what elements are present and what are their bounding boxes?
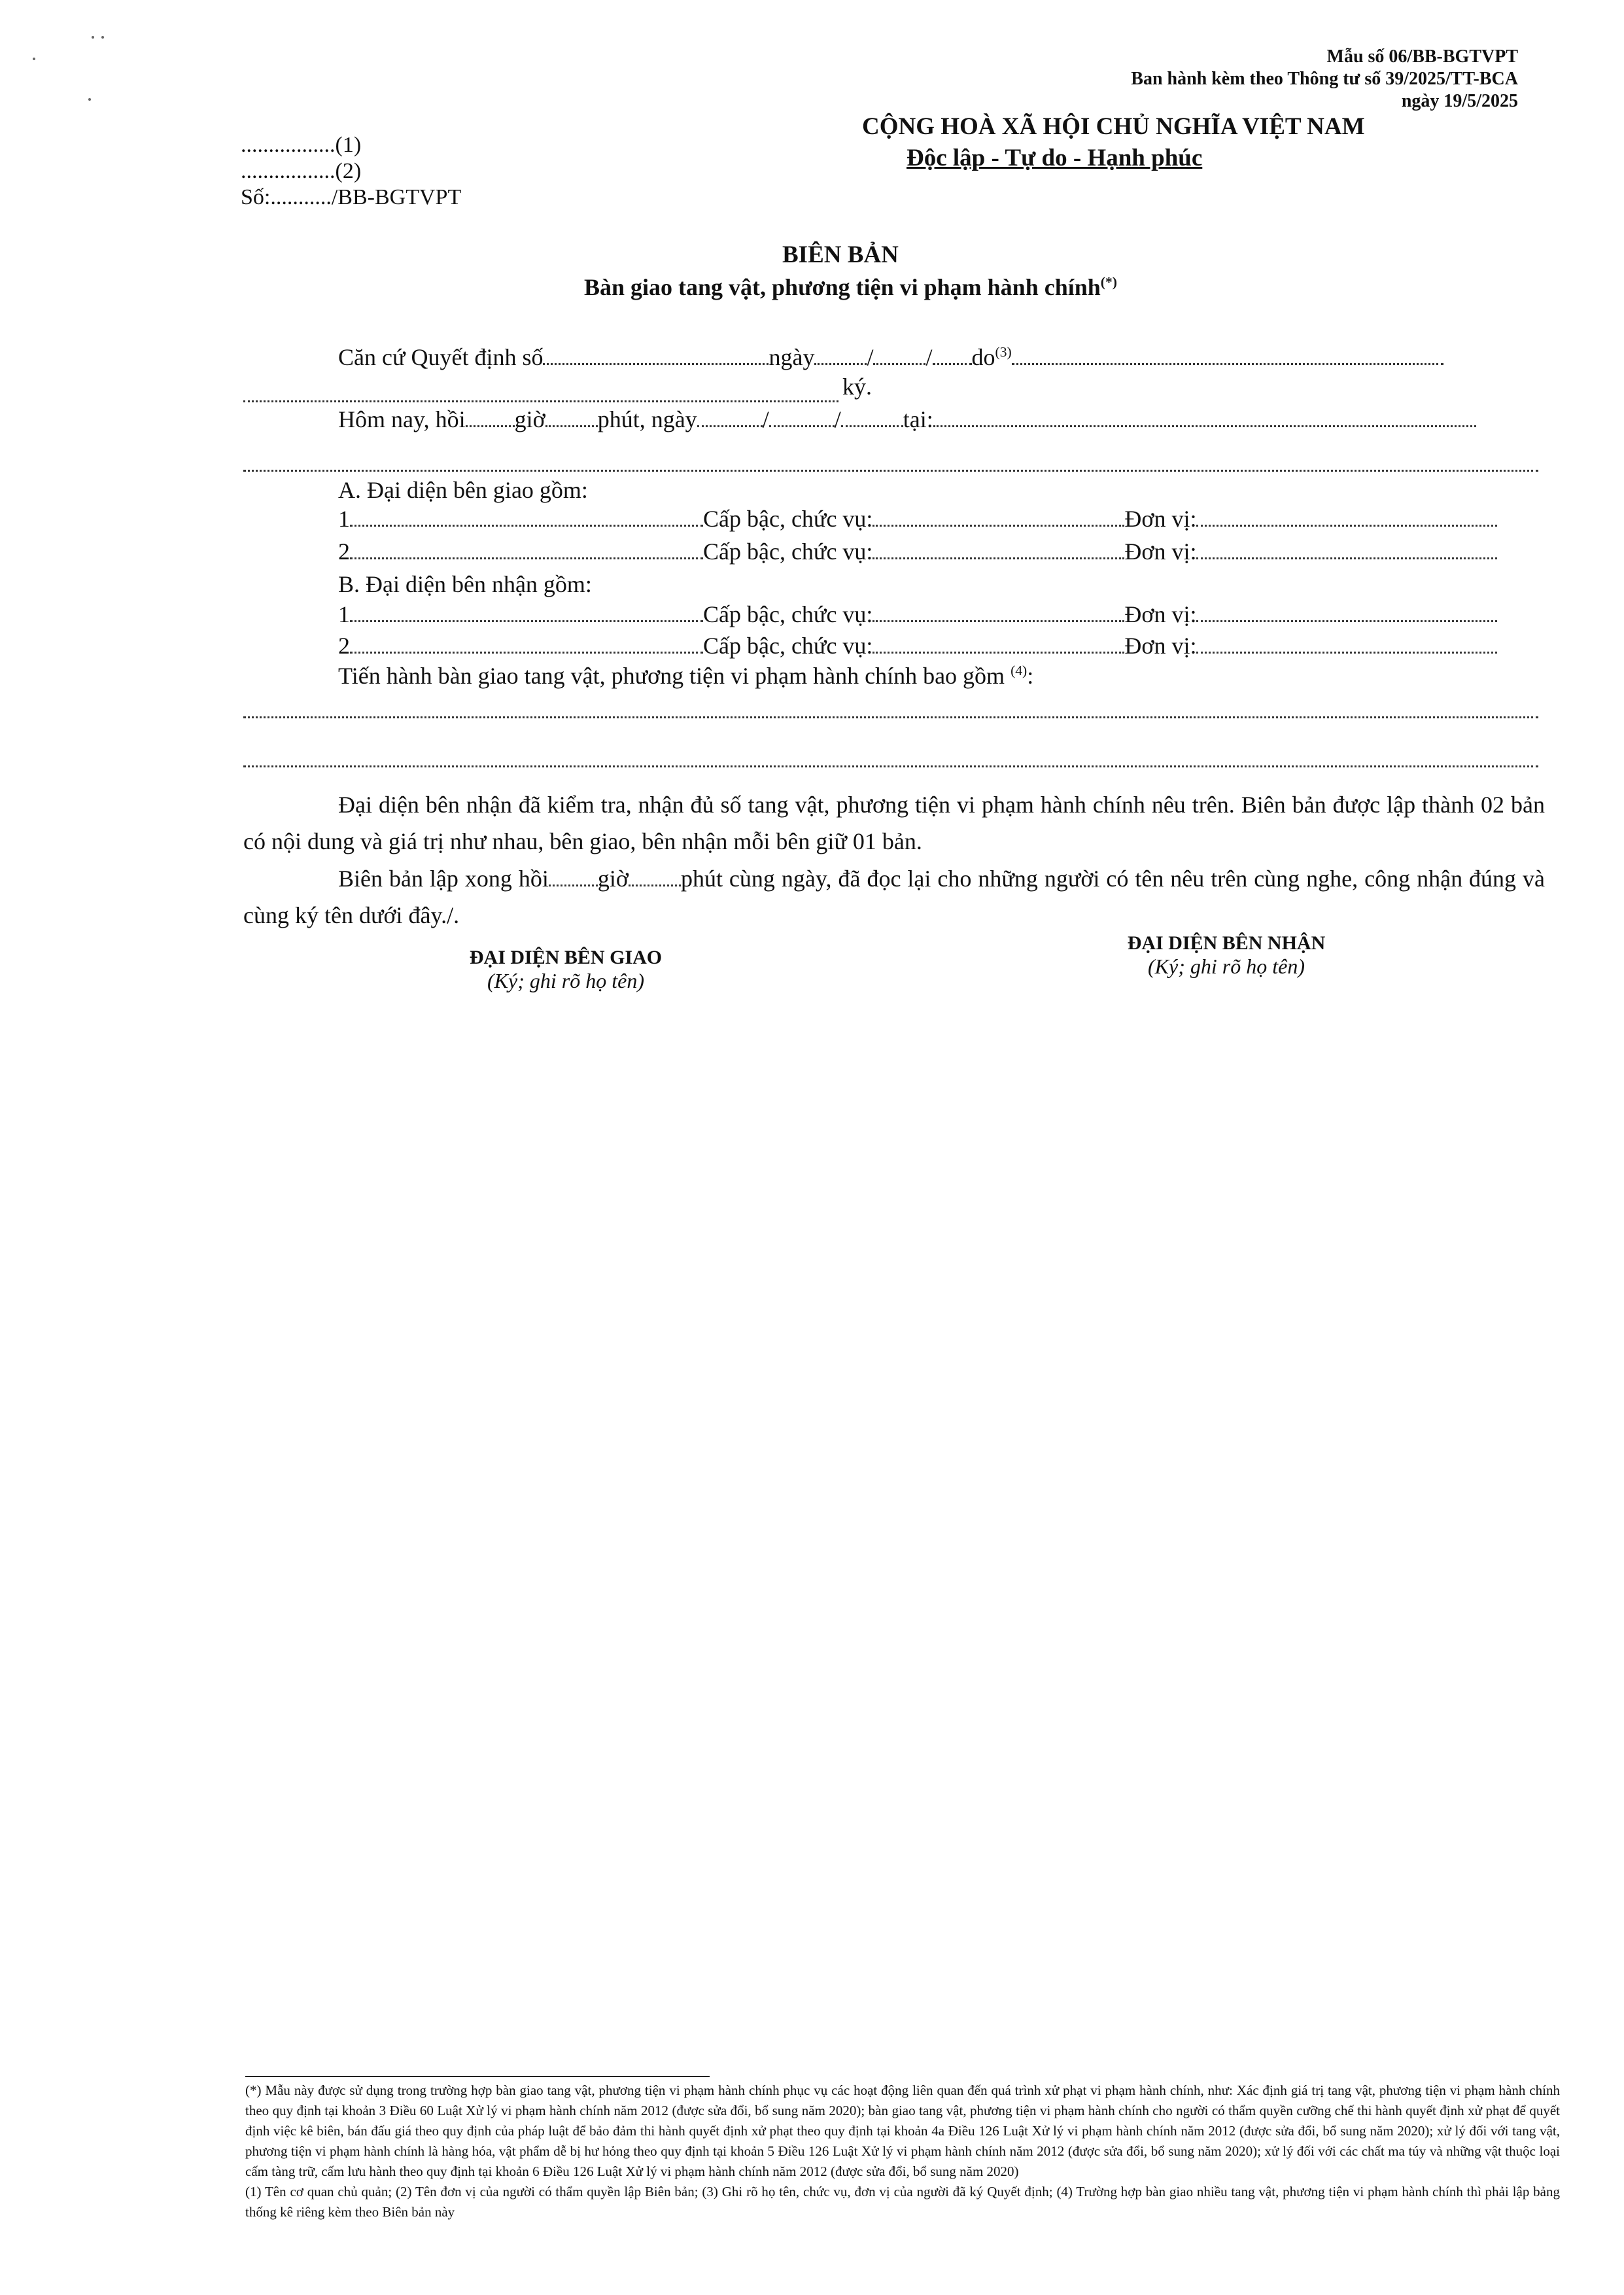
today-label: Hôm nay, hồi [338, 406, 466, 432]
closing-rest: phút cùng ngày, đã đọc lại cho những người có tên nêu trên cùng nghe, công nhận đúng và cùng ký tên dưới đây./. [243, 866, 1546, 928]
handover-items-line-2[interactable] [243, 765, 1538, 767]
decision-number-field[interactable] [543, 345, 769, 365]
footnote-separator [245, 2076, 710, 2077]
giver-2-rank-field[interactable] [872, 539, 1124, 559]
do-word: do [971, 344, 995, 370]
footnote-mark-4: (4) [1011, 663, 1028, 678]
org-line-1: .................(1) [241, 133, 362, 157]
receiver-signature-title: ĐẠI DIỆN BÊN NHẬN [1127, 932, 1326, 954]
closing-minute-field[interactable] [629, 866, 681, 886]
basis-line: Căn cứ Quyết định số ngày / / $do^{(3)}$ [338, 343, 1443, 371]
form-meta [1131, 46, 1518, 113]
basis-label: Căn cứ Quyết định số [338, 344, 544, 370]
section-a-heading: A. Đại diện bên giao gồm: [338, 477, 588, 503]
org-block [241, 132, 461, 211]
footnote-numbered: (1) Tên cơ quan chủ quản; (2) Tên đơn vị của người có thẩm quyền lập Biên bản; (3) Ghi rõ họ tên, chức vụ, đơn vị của người đã ký Quyết định; (4) Trường hợp bàn giao nhiều tang vật, phương tiện vi phạm hành chính thì phải lập bảng thống kê riêng kèm theo Biên bản này [245, 2184, 1560, 2220]
document-subtitle [584, 273, 1117, 301]
receiver-signature-hint: (Ký; ghi rõ họ tên) [1148, 955, 1305, 978]
giver-signature-hint: (Ký; ghi rõ họ tên) [487, 969, 644, 992]
section-b-heading: B. Đại diện bên nhận gồm: [338, 571, 592, 597]
document-number: Số:.........../BB-BGTVPT [241, 185, 462, 209]
document-title: BIÊN BẢN [782, 241, 899, 268]
footnote-mark-3: (3) [995, 344, 1012, 360]
receiver-1-rank-field[interactable] [872, 602, 1124, 622]
receiver-2-rank-field[interactable] [872, 633, 1124, 654]
subtitle-footnote-mark: (*) [1100, 274, 1117, 290]
footnote-star: (*) Mẫu này được sử dụng trong trường hợp bàn giao tang vật, phương tiện vi phạm hành chính phục vụ các hoạt động liên quan đến quá trình xử phạt vi phạm hành chính, như: Xác định giá trị tang vật, phương tiện vi phạm hành chính theo quy định tại khoản 3 Điều 60 Luật Xử lý vi phạm hành chính năm 2012 (được sửa đổi, bổ sung năm 2020); bàn giao tang vật, phương tiện vi phạm hành chính cho người có thẩm quyền cưỡng chế thi hành quyết định xử phạt để quyết định việc kê biên, bán đấu giá theo quy định của pháp luật để bảo đảm thi hành quyết định xử phạt theo quy định tại khoản 4a Điều 126 Luật Xử lý vi phạm hành chính năm 2012 (được sửa đổi, bổ sung năm 2020); xử lý đối với tang vật, phương tiện vi phạm hành chính là hàng hóa, vật phẩm dễ bị hư hỏng theo quy định tại khoản 5 Điều 126 Luật Xử lý vi phạm hành chính năm 2012 (được sửa đổi, bổ sung năm 2020); xử lý đối với các chất ma túy và những vật thuộc loại cấm tàng trữ, cấm lưu hành theo quy định tại khoản 6 Điều 126 Luật Xử lý vi phạm hành chính năm 2012 (được sửa đổi, bổ sung năm 2020) [245, 2082, 1560, 2179]
giver-1-rank-field[interactable] [872, 506, 1124, 527]
subtitle-text: Bàn giao tang vật, phương tiện vi phạm hành chính [584, 274, 1101, 300]
receiver-row-1: 1 Cấp bậc, chức vụ: Đơn vị: [338, 601, 1497, 628]
scan-speck [88, 98, 91, 101]
issued-with: Ban hành kèm theo Thông tư số 39/2025/TT-BCA [1131, 69, 1518, 89]
motto: Độc lập - Tự do - Hạnh phúc [907, 145, 1203, 171]
today-line: Hôm nay, hồi giờ phút, ngày / / tại: [338, 406, 1476, 433]
decision-signer-continuation[interactable] [243, 400, 838, 402]
decision-month-field[interactable] [873, 345, 925, 365]
form-number: Mẫu số 06/BB-BGTVPT [1326, 46, 1518, 67]
footnotes [245, 2080, 1560, 2222]
acknowledgement-paragraph: Đại diện bên nhận đã kiểm tra, nhận đủ số tang vật, phương tiện vi phạm hành chính nêu trên. Biên bản được lập thành 02 bản có nội dung và giá trị như nhau, bên giao, bên nhận mỗi bên giữ 01 bản. [243, 792, 1545, 854]
scan-speck [101, 36, 104, 39]
receiver-1-unit-field[interactable] [1196, 602, 1497, 622]
giver-row-2: 2 Cấp bậc, chức vụ: Đơn vị: [338, 538, 1497, 565]
org-line-2: .................(2) [241, 159, 362, 183]
closing-paragraph: Biên bản lập xong hồi giờ phút cùng ngày, đã đọc lại cho những người có tên nêu trên cùng nghe, công nhận đúng và cùng ký tên dưới đây./. [243, 866, 1546, 928]
decision-signer-field[interactable] [1012, 345, 1443, 365]
date-word: ngày [769, 344, 815, 370]
closing-hour-field[interactable] [549, 866, 598, 886]
handover-items-line-1[interactable] [243, 716, 1538, 718]
scan-speck [92, 36, 94, 39]
receiver-2-name-field[interactable] [350, 633, 703, 654]
decision-year-field[interactable] [933, 345, 972, 365]
today-day-field[interactable] [697, 407, 763, 427]
receiver-2-unit-field[interactable] [1196, 633, 1497, 654]
location-field[interactable] [933, 407, 1476, 427]
decision-day-field[interactable] [814, 345, 867, 365]
handover-line: Tiến hành bàn giao tang vật, phương tiện vi phạm hành chính bao gồm $^{(4)}$: [338, 663, 1034, 689]
today-month-field[interactable] [769, 407, 835, 427]
handover-label: Tiến hành bàn giao tang vật, phương tiện vi phạm hành chính bao gồm [338, 663, 1005, 689]
today-hour-field[interactable] [466, 407, 515, 427]
receiver-1-name-field[interactable] [350, 602, 703, 622]
scan-speck [33, 58, 35, 60]
closing-label: Biên bản lập xong hồi [338, 866, 549, 892]
giver-2-unit-field[interactable] [1196, 539, 1497, 559]
giver-row-1: 1 Cấp bậc, chức vụ: Đơn vị: [338, 505, 1497, 533]
giver-signature-title: ĐẠI DIỆN BÊN GIAO [469, 947, 663, 968]
today-year-field[interactable] [841, 407, 903, 427]
giver-signature-block [428, 947, 703, 993]
signed-word: ký. [842, 374, 872, 400]
giver-1-unit-field[interactable] [1196, 506, 1497, 527]
nation-heading: CỘNG HOÀ XÃ HỘI CHỦ NGHĨA VIỆT NAM [862, 113, 1365, 140]
today-minute-field[interactable] [545, 407, 598, 427]
receiver-row-2: 2 Cấp bậc, chức vụ: Đơn vị: [338, 632, 1497, 659]
receiver-signature-block [1082, 932, 1370, 979]
issued-date: ngày 19/5/2025 [1401, 91, 1518, 111]
giver-2-name-field[interactable] [350, 539, 703, 559]
giver-1-name-field[interactable] [350, 506, 703, 527]
location-continuation[interactable] [243, 470, 1538, 472]
